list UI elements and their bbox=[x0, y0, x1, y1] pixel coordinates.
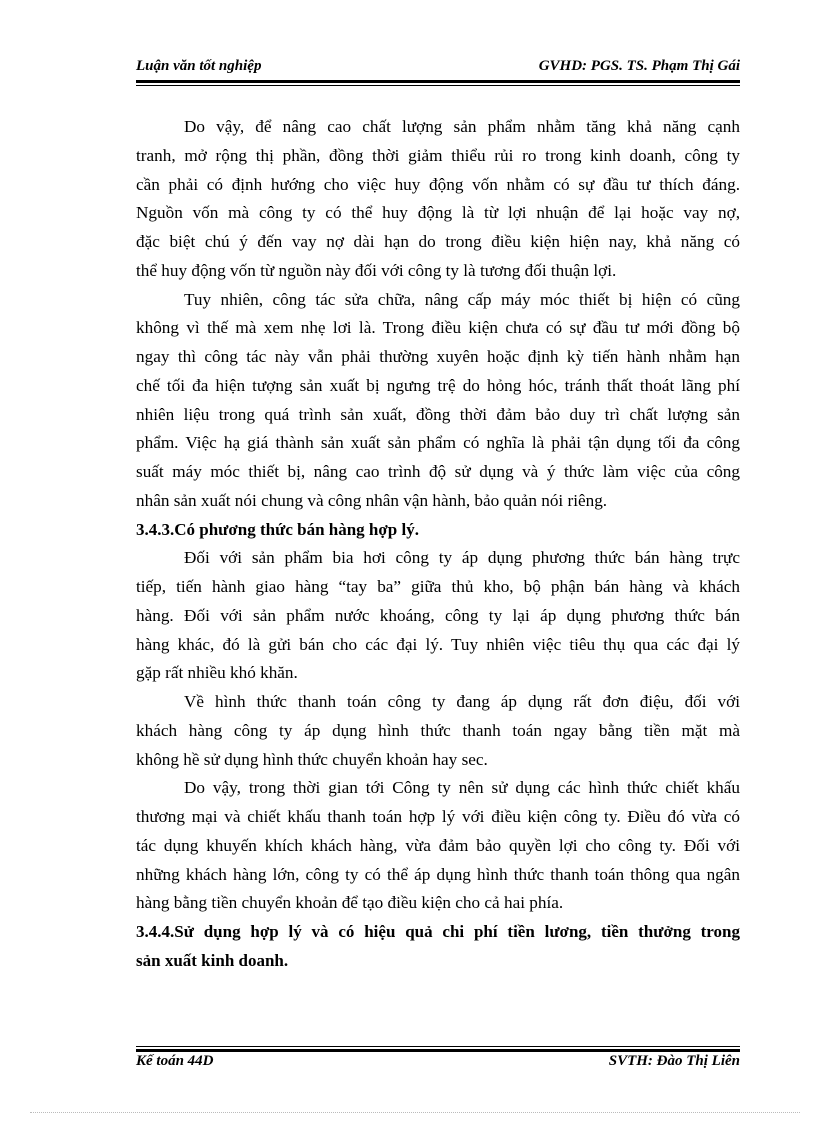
header-thesis-label: Luận văn tốt nghiệp bbox=[136, 58, 262, 74]
body-paragraph bbox=[136, 774, 740, 918]
text-line: đặc biệt chú ý đến vay nợ dài hạn do trong điều kiện hiện nay, khả năng có bbox=[136, 232, 740, 251]
text-line: Do vậy, trong thời gian tới Công ty nên sử dụng các hình thức chiết khấu bbox=[184, 778, 740, 798]
page-body bbox=[136, 113, 740, 976]
text-line: suất máy móc thiết bị, nâng cao trình độ sử dụng và ý thức làm việc của công bbox=[136, 462, 740, 481]
text-line: phẩm. Việc hạ giá thành sản xuất sản phẩm có nghĩa là phải tận dụng tối đa công bbox=[136, 433, 740, 453]
text-line: thương mại và chiết khấu thanh toán hợp lý với điều kiện công ty. Điều đó vừa có bbox=[136, 807, 740, 826]
text-line: 3.4.4.Sử dụng hợp lý và có hiệu quả chi phí tiền lương, tiền thưởng trong bbox=[136, 922, 740, 941]
body-paragraph bbox=[136, 113, 740, 286]
page-header bbox=[136, 58, 740, 80]
text-line: hàng. Đối với sản phẩm nước khoáng, công ty lại áp dụng phương thức bán bbox=[136, 605, 740, 625]
header-rule bbox=[136, 80, 740, 83]
text-line: tranh, mở rộng thị phần, đồng thời giảm thiểu rủi ro trong kinh doanh, công ty bbox=[136, 145, 740, 165]
text-line: ngay thì công tác này vẫn phải thường xuyên hoặc định kỳ tiến hành nhằm hạn bbox=[136, 347, 740, 366]
page-footer bbox=[136, 1053, 740, 1075]
footer-rule bbox=[136, 1046, 740, 1047]
footer-class-label: Kế toán 44D bbox=[136, 1053, 214, 1069]
section-heading bbox=[136, 516, 740, 545]
footer-student: SVTH: Đào Thị Liên bbox=[608, 1053, 740, 1069]
text-line: 3.4.3.Có phương thức bán hàng hợp lý. bbox=[136, 519, 419, 539]
page-edge-divider bbox=[30, 1112, 800, 1113]
text-line: Đối với sản phẩm bia hơi công ty áp dụng phương thức bán hàng trực bbox=[184, 548, 740, 568]
header-supervisor: GVHD: PGS. TS. Phạm Thị Gái bbox=[538, 58, 740, 74]
section-heading bbox=[136, 918, 740, 976]
text-line: nhân sản xuất nói chung và công nhân vận hành, bảo quản nói riêng. bbox=[136, 490, 608, 510]
text-line: những khách hàng lớn, công ty có thể áp dụng hình thức thanh toán thông qua ngân bbox=[136, 864, 740, 884]
text-line: chế tối đa hiện tượng sản xuất bị ngưng trệ do hỏng hóc, tránh thất thoát lãng phí bbox=[136, 375, 740, 395]
text-line: cần phải có định hướng cho việc huy động vốn nhằm có sự đầu tư thích đáng. bbox=[136, 174, 740, 194]
text-line: gặp rất nhiều khó khăn. bbox=[136, 663, 298, 683]
text-line: thể huy động vốn từ nguồn này đối với công ty là tương đối thuận lợi. bbox=[136, 260, 617, 280]
text-line: Nguồn vốn mà công ty có thể huy động là từ lợi nhuận để lại hoặc vay nợ, bbox=[136, 203, 740, 223]
text-line: hàng bằng tiền chuyển khoản để tạo điều kiện cho cả hai phía. bbox=[136, 893, 564, 913]
text-line: khách hàng công ty áp dụng hình thức thanh toán ngay bằng tiền mặt mà bbox=[136, 720, 740, 740]
text-line: Tuy nhiên, công tác sửa chữa, nâng cấp máy móc thiết bị hiện có cũng bbox=[184, 289, 740, 309]
body-paragraph bbox=[136, 286, 740, 516]
text-line: Về hình thức thanh toán công ty đang áp dụng rất đơn điệu, đối với bbox=[184, 692, 740, 711]
text-line: nhiên liệu trong quá trình sản xuất, đồng thời đảm bảo duy trì chất lượng sản bbox=[136, 404, 740, 424]
body-paragraph bbox=[136, 544, 740, 688]
text-line: hàng khác, đó là gửi bán cho các đại lý. Tuy nhiên việc tiêu thụ qua các đại lý bbox=[136, 634, 740, 654]
text-line: tác dụng khuyến khích khách hàng, vừa đảm bảo quyền lợi cho công ty. Đối với bbox=[136, 835, 740, 855]
body-paragraph bbox=[136, 688, 740, 774]
text-line: không hề sử dụng hình thức chuyển khoản hay sec. bbox=[136, 749, 488, 769]
text-line: không vì thế mà xem nhẹ lơi là. Trong điều kiện chưa có sự đầu tư mới đồng bộ bbox=[136, 318, 740, 338]
text-line: tiếp, tiến hành giao hàng “tay ba” giữa thủ kho, bộ phận bán hàng và khách bbox=[136, 577, 740, 596]
text-line: Do vậy, để nâng cao chất lượng sản phẩm nhằm tăng khả năng cạnh bbox=[184, 117, 740, 136]
text-line: sản xuất kinh doanh. bbox=[136, 950, 289, 970]
